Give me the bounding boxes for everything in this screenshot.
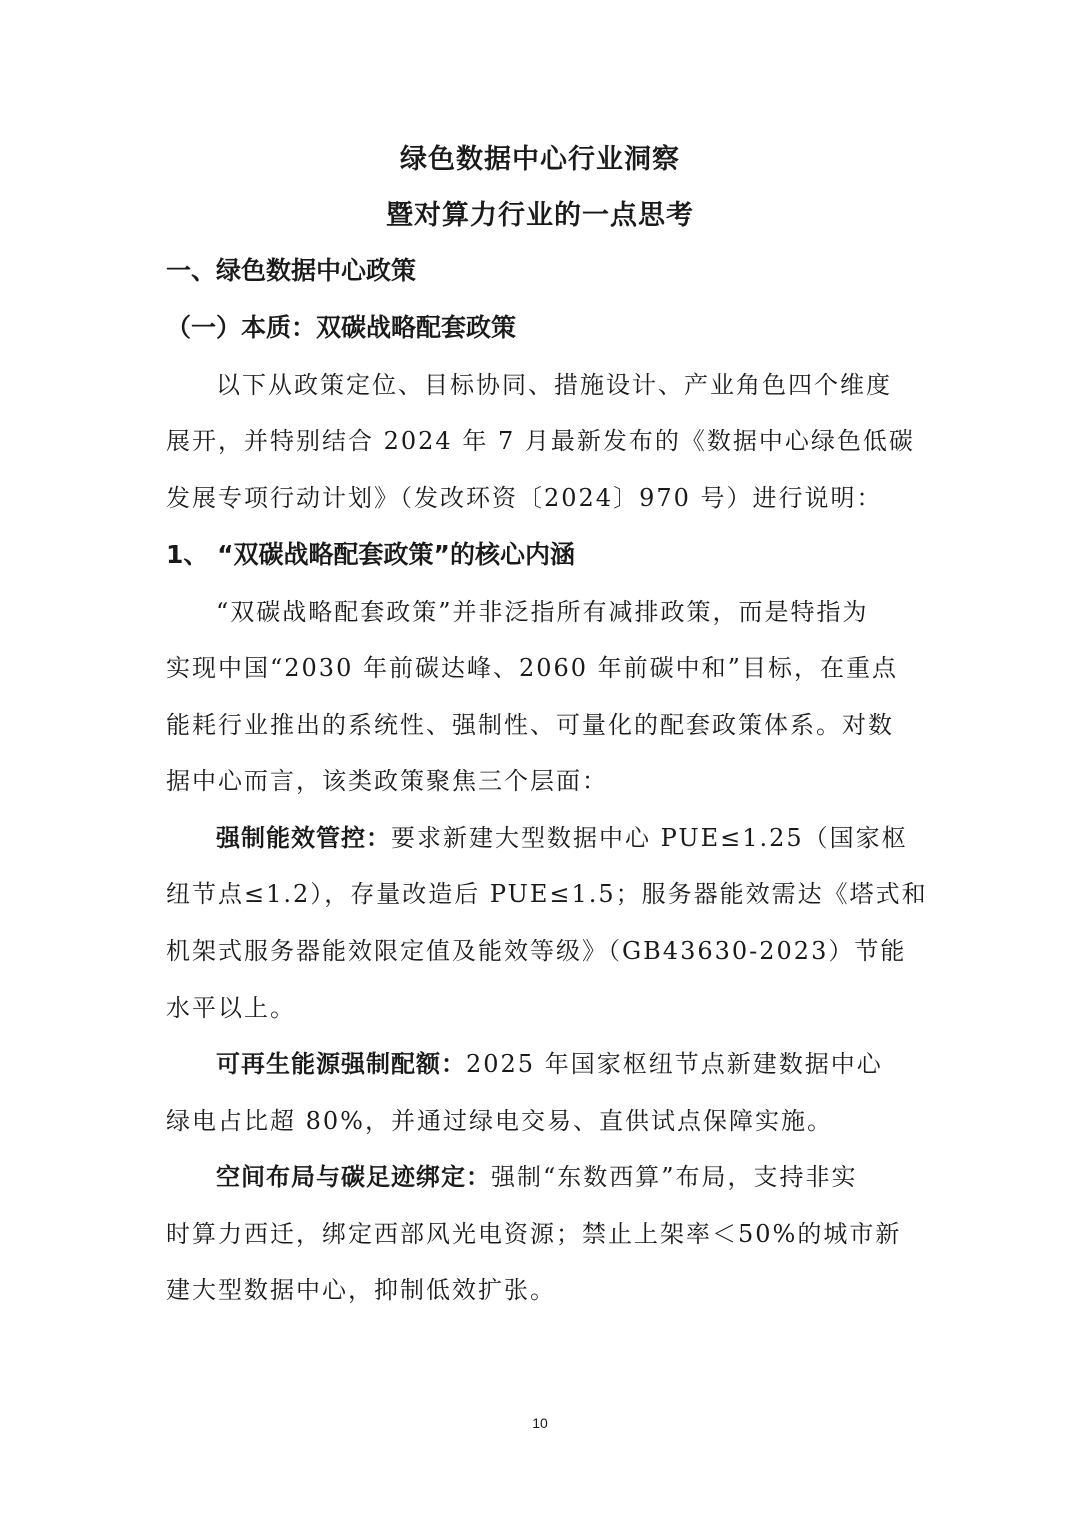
page-number: 10: [532, 1415, 548, 1431]
intro-line-1: 以下从政策定位、目标协同、措施设计、产业角色四个维度: [216, 371, 892, 399]
item-layout-text: 强制“东数西算”布局，支持非实: [491, 1163, 858, 1191]
point-heading: 1、 “双碳战略配套政策”的核心内涵: [166, 540, 575, 569]
point-para-line-3: 能耗行业推出的系统性、强制性、可量化的配套政策体系。对数: [166, 711, 894, 739]
point-para-line-1: “双碳战略配套政策”并非泛指所有减排政策，而是特指为: [216, 598, 869, 626]
intro-line-2: 展开，并特别结合 2024 年 7 月最新发布的《数据中心绿色低碳: [166, 427, 915, 455]
item-renewable-line-1: [216, 1046, 916, 1082]
item-efficiency-line-2: 纽节点≤1.2），存量改造后 PUE≤1.5；服务器能效需达《塔式和: [166, 880, 928, 908]
item-layout-line-3: 建大型数据中心，抑制低效扩张。: [166, 1276, 556, 1304]
subsection-heading: （一）本质：双碳战略配套政策: [166, 313, 517, 342]
item-layout-line-2: 时算力西迁，绑定西部风光电资源；禁止上架率＜50%的城市新: [166, 1220, 902, 1248]
document-title-line-1: 绿色数据中心行业洞察: [400, 144, 680, 175]
item-renewable-lead: 可再生能源强制配额：: [216, 1050, 466, 1078]
item-efficiency-line-3: 机架式服务器能效限定值及能效等级》（GB43630-2023）节能: [166, 937, 907, 965]
item-renewable-line-2: 绿电占比超 80%，并通过绿电交易、直供试点保障实施。: [166, 1107, 833, 1135]
item-renewable-text: 2025 年国家枢纽节点新建数据中心: [466, 1050, 883, 1078]
item-efficiency-lead: 强制能效管控：: [216, 824, 391, 852]
intro-line-3: 发展专项行动计划》（发改环资〔2024〕970 号）进行说明：: [166, 484, 883, 512]
item-efficiency-line-4: 水平以上。: [166, 994, 296, 1022]
point-para-line-2: 实现中国“2030 年前碳达峰、2060 年前碳中和”目标，在重点: [166, 654, 898, 682]
document-title-line-2: 暨对算力行业的一点思考: [386, 200, 694, 231]
item-efficiency-text: 要求新建大型数据中心 PUE≤1.25（国家枢: [391, 824, 908, 852]
point-para-line-4: 据中心而言，该类政策聚焦三个层面：: [166, 767, 608, 795]
section-heading: 一、绿色数据中心政策: [166, 256, 417, 285]
item-layout-line-1: [216, 1159, 916, 1195]
item-efficiency-line-1: [216, 820, 916, 856]
item-layout-lead: 空间布局与碳足迹绑定：: [216, 1163, 491, 1191]
